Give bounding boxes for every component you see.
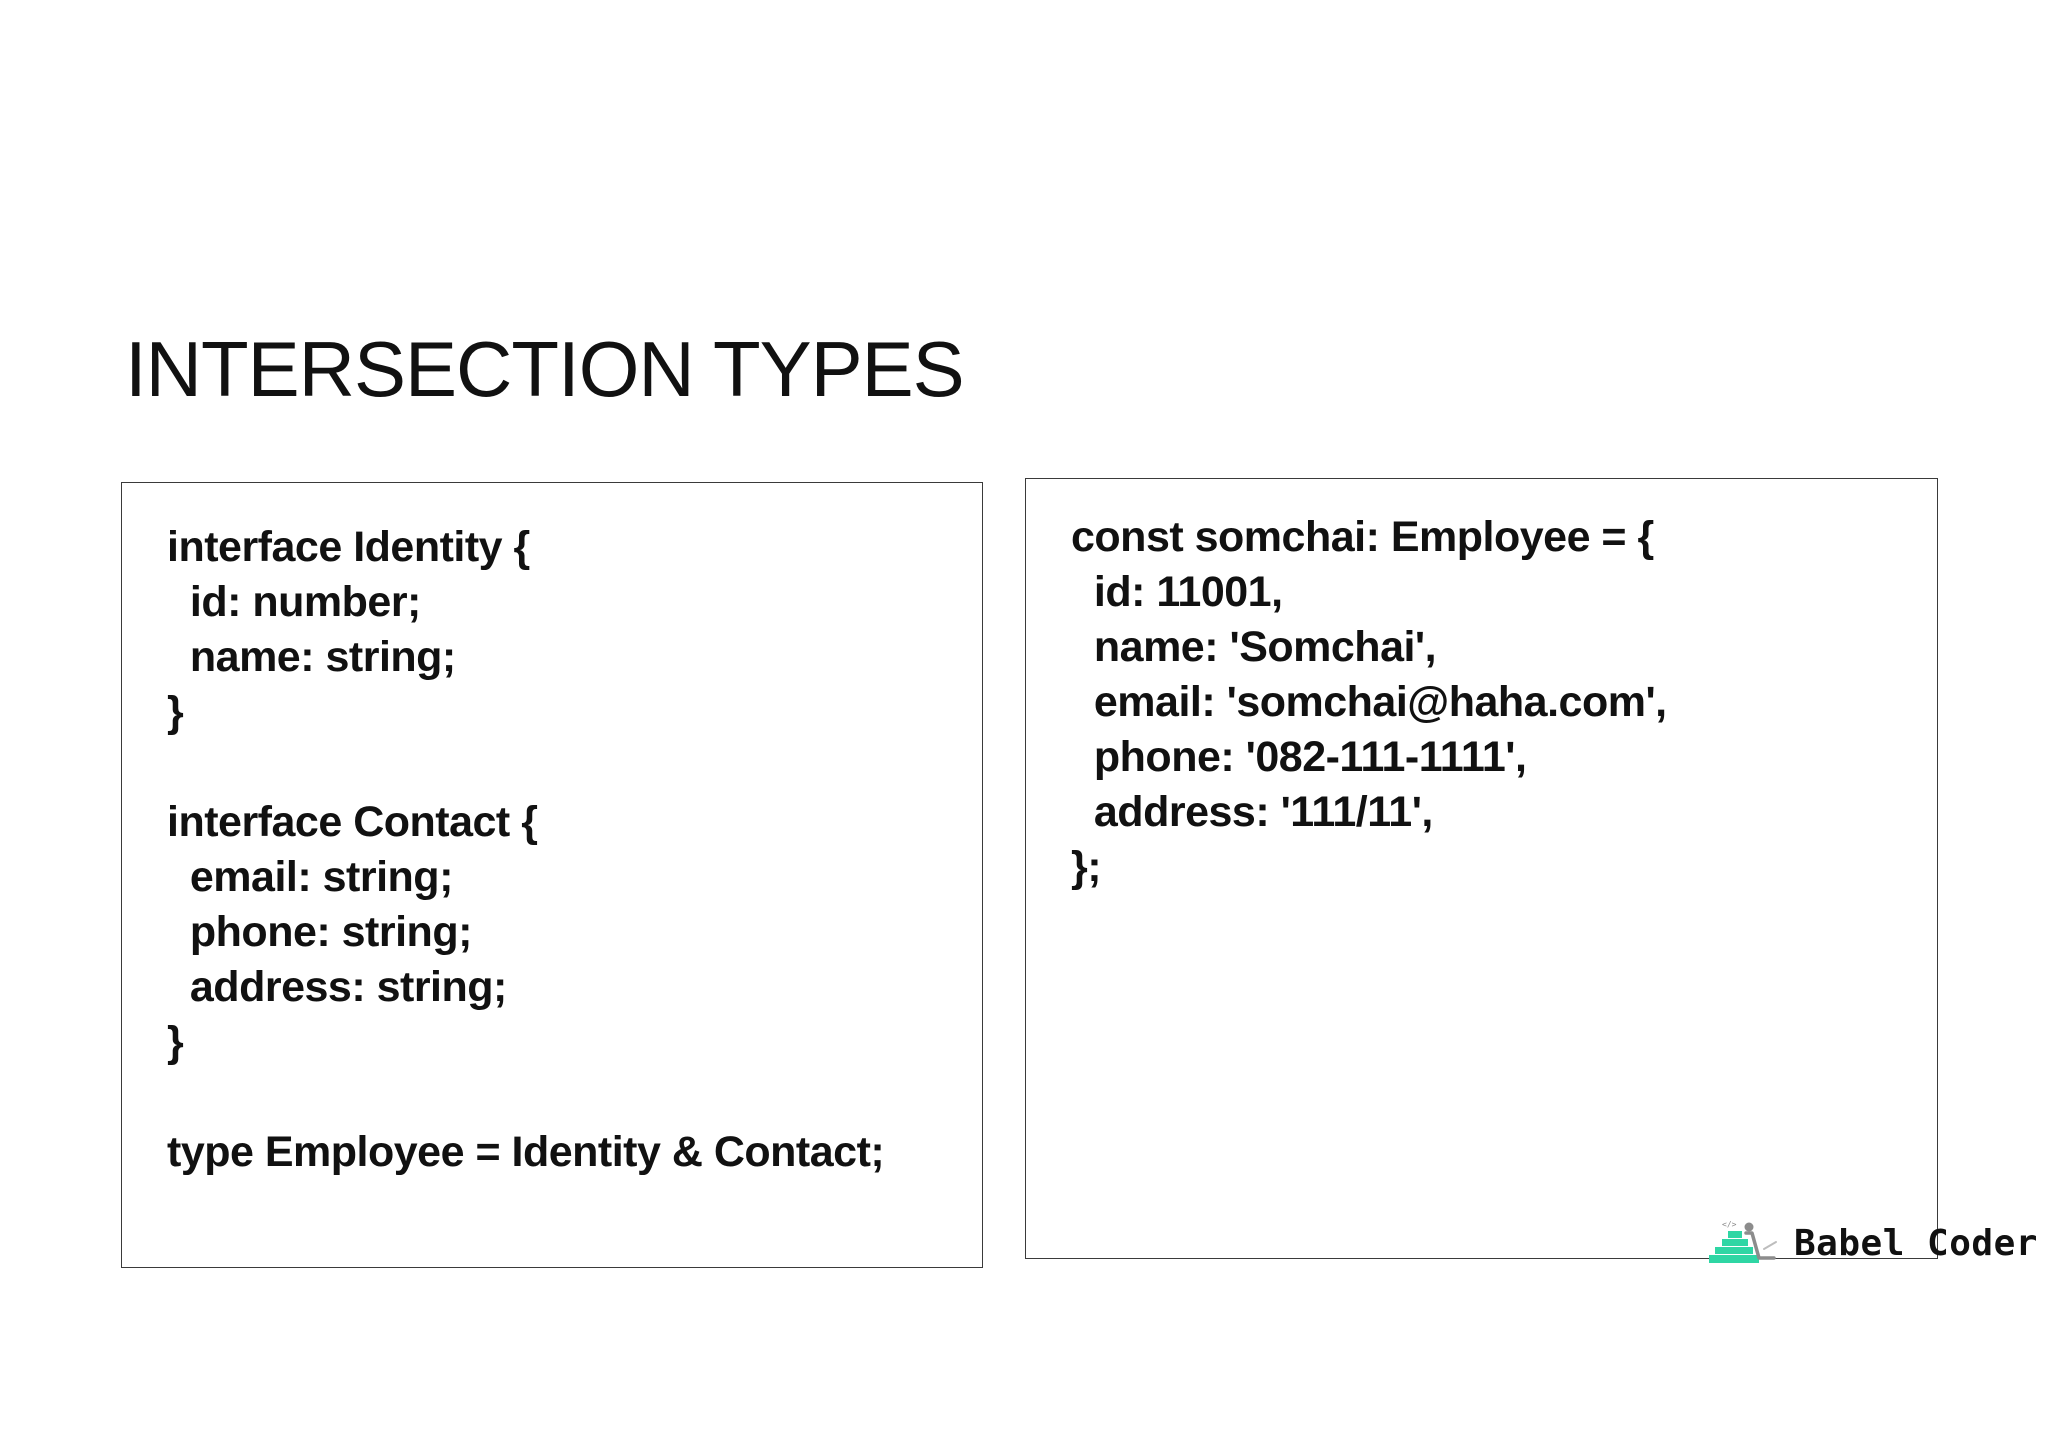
code-line: type Employee = Identity & Contact; bbox=[167, 1128, 885, 1176]
code-line: name: 'Somchai', bbox=[1071, 623, 1437, 671]
code-line: address: string; bbox=[167, 963, 507, 1011]
code-line: email: string; bbox=[167, 853, 453, 901]
interfaces-code-block bbox=[167, 520, 884, 1180]
code-line: }; bbox=[1071, 843, 1102, 891]
babel-coder-logo-icon bbox=[1708, 1218, 1780, 1268]
code-line: } bbox=[167, 688, 184, 736]
code-line: name: string; bbox=[167, 633, 456, 681]
logo-tag-text: </> bbox=[1722, 1220, 1737, 1229]
code-line: id: number; bbox=[167, 578, 421, 626]
code-line bbox=[167, 740, 884, 795]
code-line: id: 11001, bbox=[1071, 568, 1283, 616]
code-line: email: 'somchai@haha.com', bbox=[1071, 678, 1667, 726]
code-line: } bbox=[167, 1018, 184, 1066]
code-line bbox=[167, 1070, 884, 1125]
object-code-panel bbox=[1025, 478, 1938, 1259]
code-line: const somchai: Employee = { bbox=[1071, 513, 1654, 561]
brand-name: Babel Coder bbox=[1794, 1222, 2038, 1264]
code-line: phone: string; bbox=[167, 908, 472, 956]
slide-title: INTERSECTION TYPES bbox=[125, 325, 964, 413]
object-code-block bbox=[1071, 510, 1667, 895]
brand-watermark bbox=[1708, 1218, 2038, 1268]
code-line: address: '111/11', bbox=[1071, 788, 1433, 836]
code-line: phone: '082-111-1111', bbox=[1071, 733, 1527, 781]
interfaces-code-panel bbox=[121, 482, 983, 1268]
code-line: interface Contact { bbox=[167, 798, 538, 846]
code-line: interface Identity { bbox=[167, 523, 530, 571]
